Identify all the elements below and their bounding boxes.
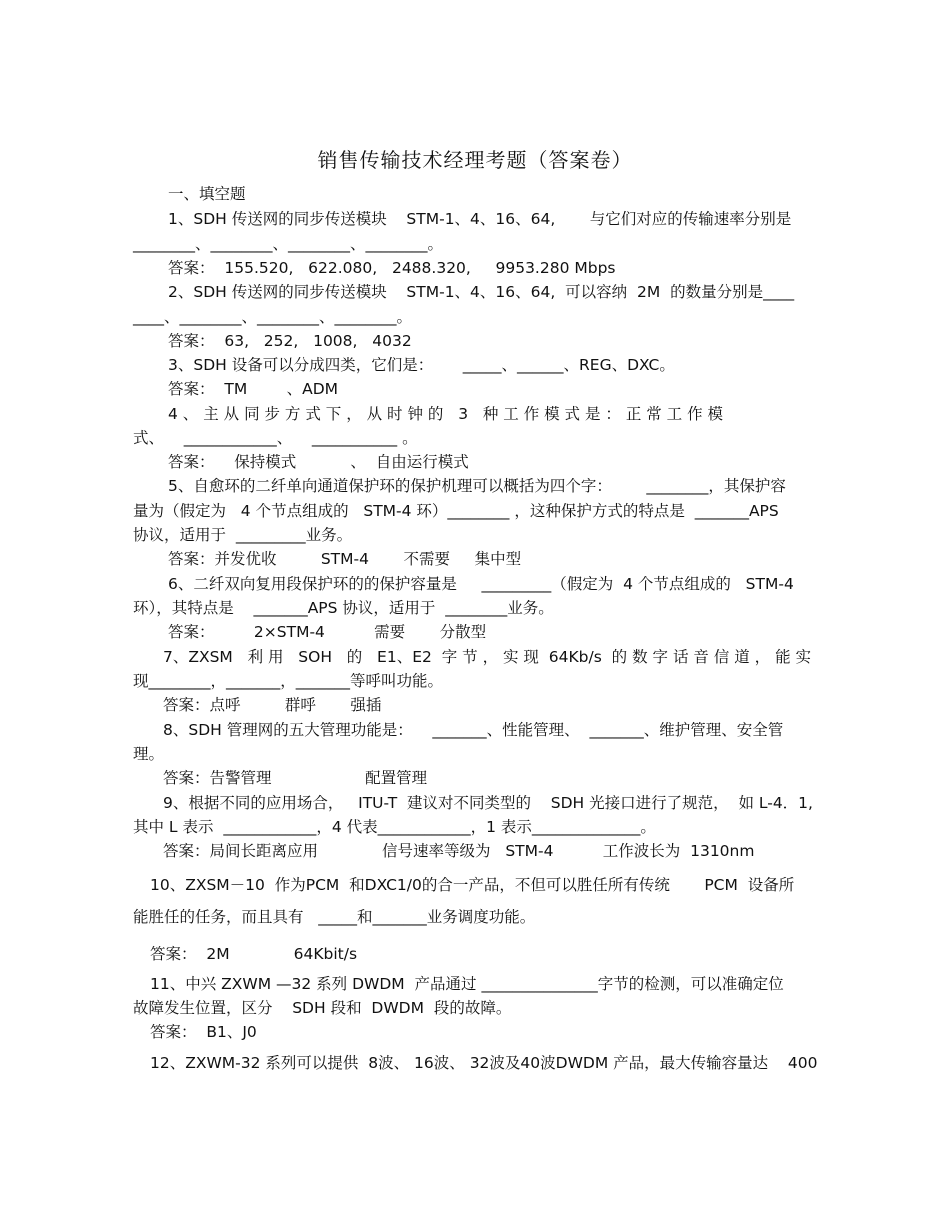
question-5-text-cont2: 协议，适用于 _________业务。 (133, 526, 353, 544)
question-6-answer: 答案： 2×STM-4 需要 分散型 (168, 623, 487, 641)
question-4-text-cont: 式、 ____________、 ___________ 。 (133, 429, 418, 447)
question-2-text-cont: ____、________、________、________。 (133, 308, 413, 326)
question-1-text: 1、SDH 传送网的同步传送模块 STM-1、4、16、64, 与它们对应的传输速率分别是 (168, 210, 792, 228)
question-9-answer: 答案：局间长距离应用 信号速率等级为 STM-4 工作波长为 1310nm (163, 842, 755, 860)
question-11-answer: 答案： B1、J0 (150, 1023, 257, 1041)
question-2-text: 2、SDH 传送网的同步传送模块 STM-1、4、16、64, 可以容纳 2M 的数量分别是____ (168, 283, 795, 301)
question-5-text-cont: 量为（假定为 4 个节点组成的 STM-4 环）________ ，这种保护方式的特点是 _______APS (133, 502, 779, 520)
question-3-answer: 答案： TM 、ADM (168, 380, 339, 398)
question-9-text-cont: 其中 L 表示 ____________，4 代表____________，1 表示______________。 (133, 818, 656, 836)
question-4-answer: 答案： 保持模式 、 自由运行模式 (168, 453, 469, 471)
question-7-text-cont: 现________，_______，_______等呼叫功能。 (133, 672, 444, 690)
question-5-text: 5、自愈环的二纤单向通道保护环的保护机理可以概括为四个字： ________，其保护容 (168, 477, 786, 495)
question-10-answer: 答案： 2M 64Kbit/s (150, 945, 358, 963)
question-9-text: 9、根据不同的应用场合， ITU-T 建议对不同类型的 SDH 光接口进行了规范， 如 L-4．1, (163, 794, 813, 812)
question-8-text: 8、SDH 管理网的五大管理功能是： _______、性能管理、 _______、维护管理、安全管 (163, 721, 784, 739)
page-title: 销售传输技术经理考题（答案卷） (317, 148, 633, 172)
question-11-text-cont: 故障发生位置，区分 SDH 段和 DWDM 段的故障。 (133, 999, 512, 1017)
question-11-text: 11、中兴 ZXWM —32 系列 DWDM 产品通过 _______________字节的检测，可以准确定位 (150, 975, 784, 993)
question-6-text-cont: 环），其特点是 _______APS 协议，适用于 ________业务。 (133, 599, 554, 617)
question-8-text-cont: 理。 (133, 745, 165, 763)
question-7-answer: 答案：点呼 群呼 强插 (163, 696, 382, 714)
question-3-text: 3、SDH 设备可以分成四类，它们是： _____、______、REG、DXC。 (168, 356, 675, 374)
question-4-text: 4 、 主 从 同 步 方 式 下 ， 从 时 钟 的 3 种 工 作 模 式 是 ： 正 常 工 作 模 (168, 405, 724, 423)
question-8-answer: 答案：告警管理 配置管理 (163, 769, 428, 787)
section-heading: 一、填空题 (168, 185, 246, 203)
question-1-answer: 答案： 155.520, 622.080, 2488.320, 9953.280 Mbps (168, 259, 616, 277)
question-1-blanks: ________、________、________、________。 (133, 235, 444, 253)
question-2-answer: 答案： 63, 252, 1008, 4032 (168, 332, 412, 350)
question-10-text-cont: 能胜任的任务，而且具有 _____和_______业务调度功能。 (133, 908, 536, 926)
question-7-text: 7、ZXSM 利 用 SOH 的 E1、E2 字 节 ， 实 现 64Kb/s 的 数 字 话 音 信 道 ， 能 实 (163, 648, 812, 666)
question-12-text: 12、ZXWM-32 系列可以提供 8波、 16波、 32波及40波DWDM 产品，最大传输容量达 400 (150, 1054, 818, 1072)
question-6-text: 6、二纤双向复用段保护环的的保护容量是 _________（假定为 4 个节点组成的 STM-4 (168, 575, 794, 593)
question-10-text: 10、ZXSM－10 作为PCM 和DXC1/0的合一产品，不但可以胜任所有传统 PCM 设备所 (150, 876, 795, 894)
question-5-answer: 答案：并发优收 STM-4 不需要 集中型 (168, 550, 522, 568)
